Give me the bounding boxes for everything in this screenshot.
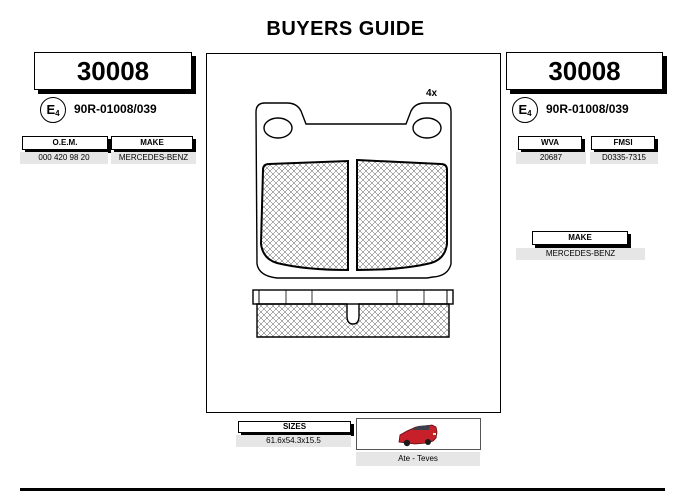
vehicle-image: [356, 418, 481, 450]
friction-pad-left: [261, 161, 348, 270]
system-label: Ate - Teves: [356, 452, 480, 466]
brake-pad-diagram: [207, 54, 500, 412]
approval-code-right: 90R-01008/039: [546, 102, 629, 116]
car-icon: [357, 419, 480, 449]
e-mark-icon: [512, 97, 538, 123]
fmsi-header: FMSI: [591, 136, 655, 150]
sizes-value: 61.6x54.3x15.5: [236, 435, 351, 447]
part-number-right: 30008: [506, 52, 663, 90]
make-header-left: MAKE: [111, 136, 193, 150]
wva-value: 20687: [516, 152, 586, 164]
make-value-left: MERCEDES-BENZ: [111, 152, 196, 164]
mounting-hole-left: [264, 118, 292, 138]
e-mark-number: 4: [55, 109, 60, 118]
side-view-friction: [257, 304, 449, 337]
oem-header: O.E.M.: [22, 136, 108, 150]
approval-code-left: 90R-01008/039: [74, 102, 157, 116]
oem-value: 000 420 98 20: [20, 152, 108, 164]
quantity-label: 4x: [426, 88, 438, 99]
wva-header: WVA: [518, 136, 582, 150]
make-value-right: MERCEDES-BENZ: [516, 248, 645, 260]
side-view-plate: [253, 290, 453, 304]
e-mark-letter: E: [46, 102, 56, 117]
page-title: BUYERS GUIDE: [266, 18, 425, 40]
fmsi-value: D0335-7315: [590, 152, 658, 164]
e-mark-letter: E: [518, 102, 528, 117]
mounting-hole-right: [413, 118, 441, 138]
friction-pad-right: [357, 160, 447, 270]
part-number-left: 30008: [34, 52, 192, 90]
sizes-header: SIZES: [238, 421, 351, 433]
bottom-divider: [20, 488, 665, 491]
brake-pad-drawing: [206, 53, 501, 413]
e-mark-icon: [40, 97, 66, 123]
e-mark-number: 4: [527, 109, 532, 118]
make-header-right: MAKE: [532, 231, 628, 245]
